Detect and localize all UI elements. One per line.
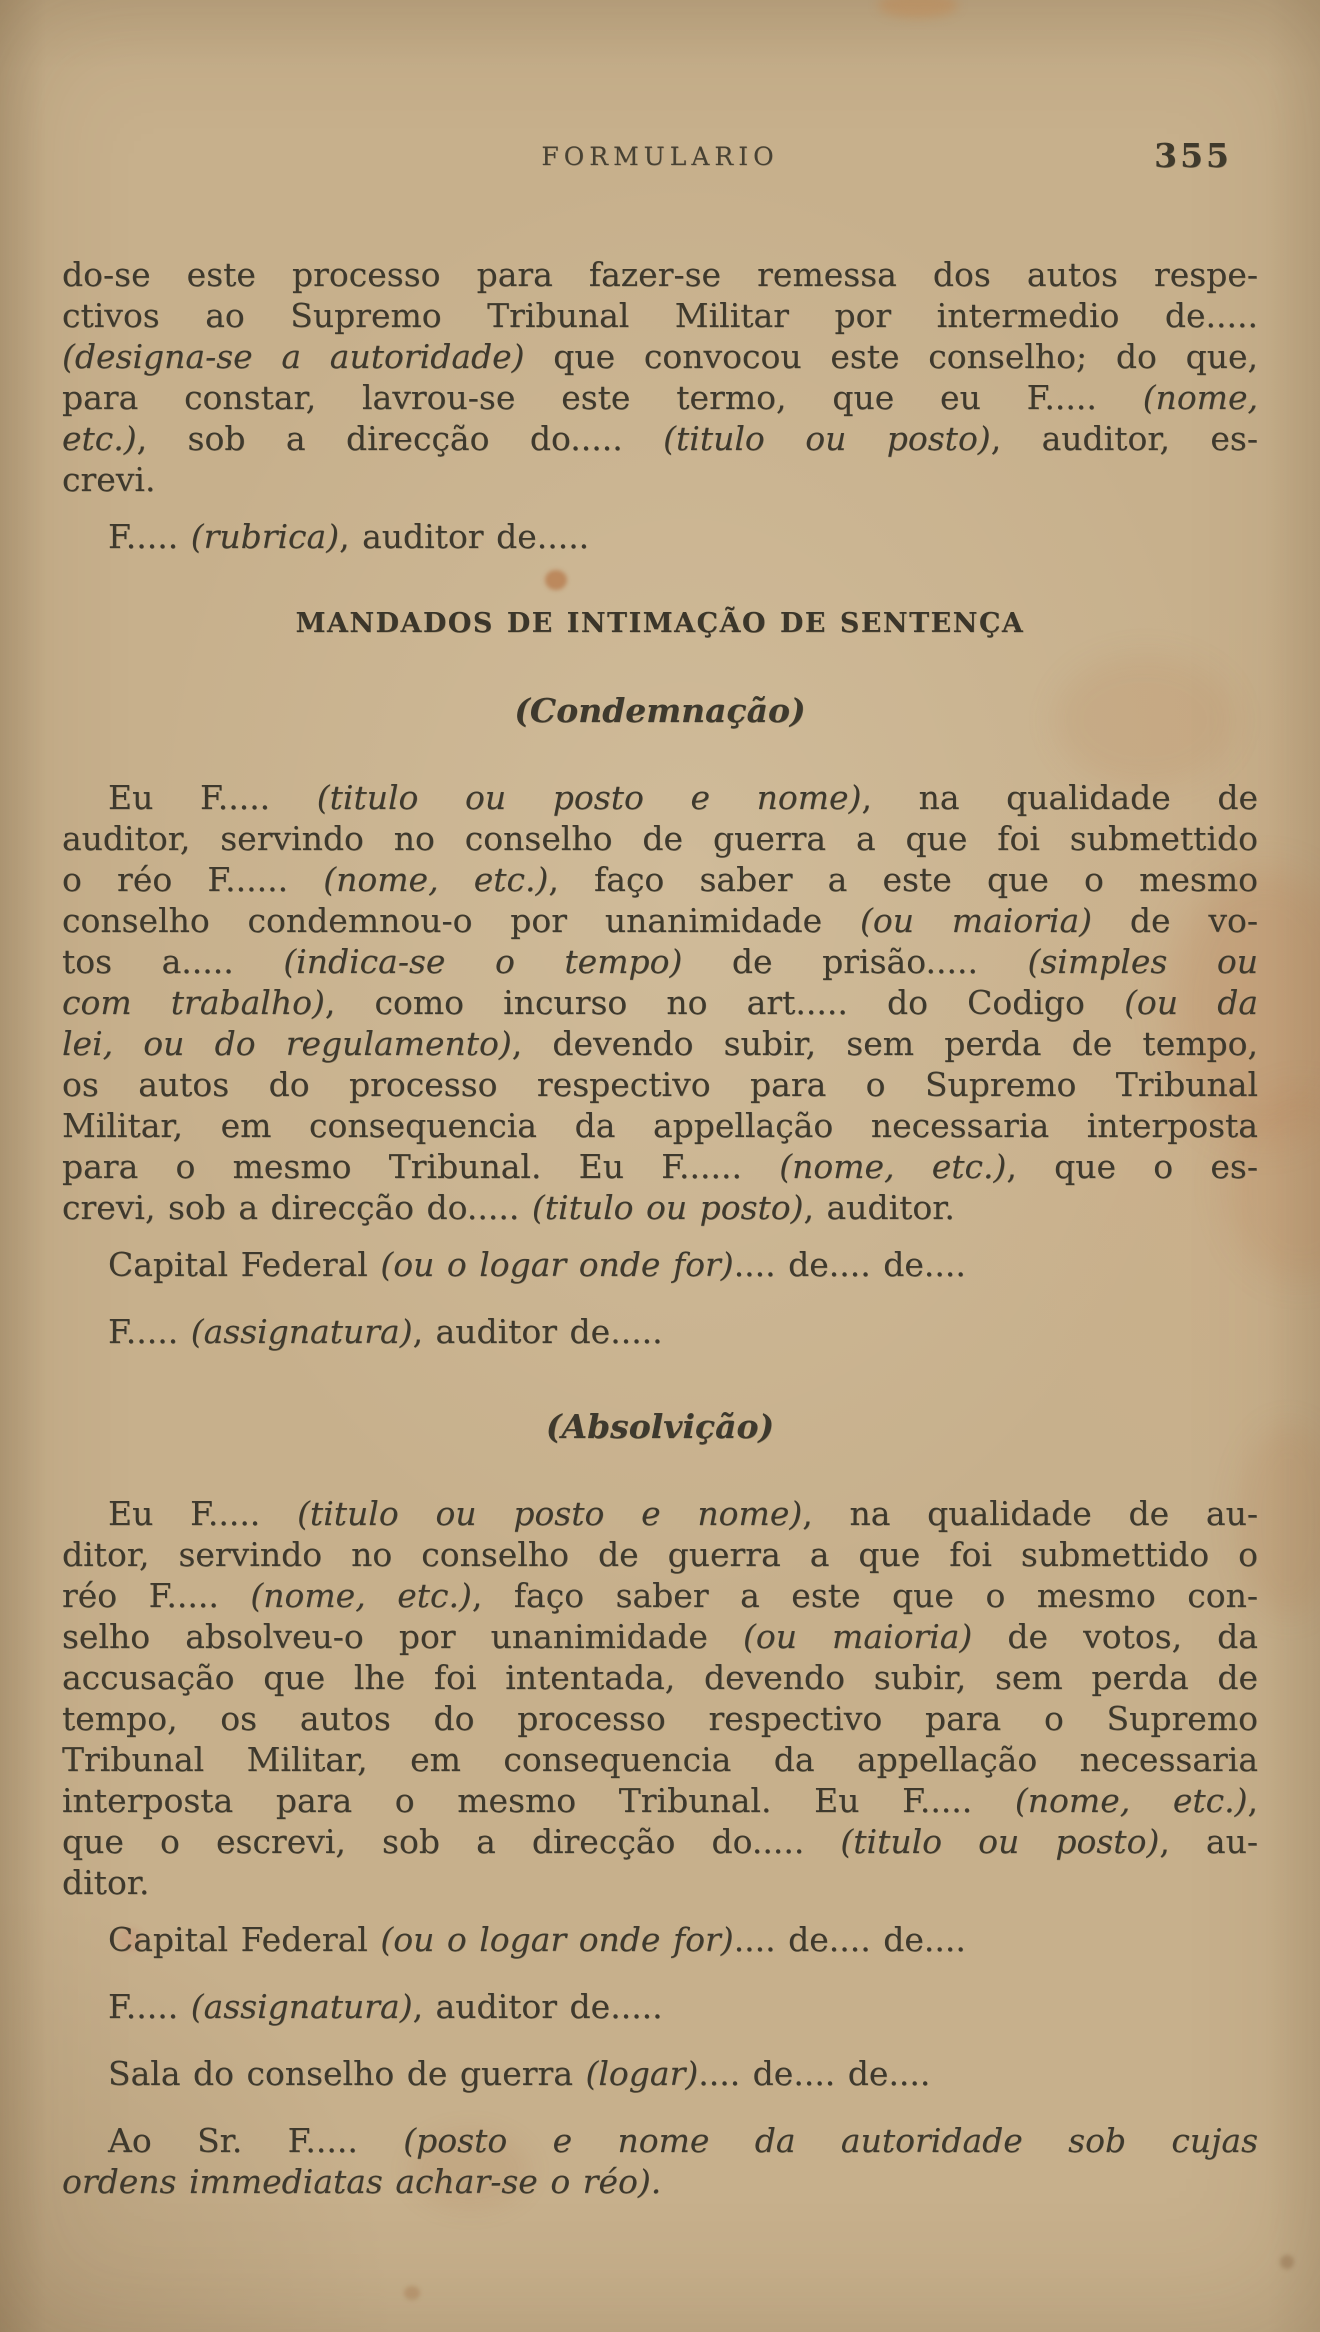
instruction-italic-text: (ou o logar onde for) — [380, 1920, 734, 1959]
paragraph-continuation — [62, 254, 1258, 500]
subsection-condemnacao: (Condemnação) — [514, 691, 806, 730]
text-line — [62, 1986, 1258, 2027]
text-line — [62, 418, 1258, 459]
text-run: crevi. — [62, 460, 156, 499]
instruction-italic-text: ordens immediatas achar-se o réo). — [62, 2162, 662, 2201]
section-heading-mandados: MANDADOS DE INTIMAÇÃO DE SENTENÇA — [295, 608, 1025, 639]
instruction-italic-text: (assignatura) — [190, 1312, 413, 1351]
running-head — [62, 138, 1258, 178]
text-run: , que o es- — [1006, 1147, 1258, 1186]
text-line — [62, 459, 1258, 500]
text-run: Sala do conselho de guerra — [108, 2054, 586, 2093]
text-run: F..... — [108, 1312, 191, 1351]
text-line — [62, 1657, 1258, 1698]
text-run: Militar, em consequencia da appellação necessaria interposta — [62, 1106, 1258, 1145]
text-line — [62, 1821, 1258, 1862]
text-run: ditor, servindo no conselho de guerra a que foi submettido o — [62, 1535, 1258, 1574]
paragraph-condemnacao — [62, 777, 1258, 1228]
text-line — [62, 941, 1258, 982]
text-run: para constar, lavrou-se este termo, que eu F..... — [62, 378, 1143, 417]
text-run: selho absolveu-o por unanimidade — [62, 1617, 743, 1656]
text-line — [62, 2120, 1258, 2161]
text-run: , na qualidade de — [861, 778, 1259, 817]
instruction-italic-text: (titulo ou posto e nome) — [316, 778, 862, 817]
text-line — [62, 1105, 1258, 1146]
text-run: crevi, sob a direcção do..... — [62, 1188, 532, 1227]
instruction-italic-text: (ou o logar onde for) — [380, 1245, 734, 1284]
text-run: tos a..... — [62, 942, 284, 981]
text-line — [62, 1862, 1258, 1903]
text-run: os autos do processo respectivo para o Supremo Tribunal — [62, 1065, 1258, 1104]
text-run: para o mesmo Tribunal. Eu F...... — [62, 1147, 780, 1186]
text-line — [62, 818, 1258, 859]
text-line — [62, 1064, 1258, 1105]
instruction-italic-text: (ou maioria) — [743, 1617, 973, 1656]
text-run: de vo- — [1092, 901, 1258, 940]
text-run: o réo F...... — [62, 860, 324, 899]
text-run: , auditor de..... — [412, 1987, 663, 2026]
instruction-italic-text: com trabalho) — [62, 983, 325, 1022]
text-line — [62, 1244, 1258, 1285]
paper-stain — [404, 2286, 420, 2300]
instruction-italic-text: (logar) — [585, 2054, 699, 2093]
text-run: .... de.... de.... — [698, 2054, 931, 2093]
instruction-italic-text: (designa-se a autoridade) — [62, 337, 525, 376]
signature-line-assignatura — [62, 1311, 1258, 1352]
text-run: Eu F..... — [108, 778, 317, 817]
text-run: que o escrevi, sob a direcção do..... — [62, 1822, 841, 1861]
text-run: .... de.... de.... — [733, 1920, 966, 1959]
text-run: Capital Federal — [108, 1245, 381, 1284]
text-run: auditor, servindo no conselho de guerra a que foi submettido — [62, 819, 1258, 858]
instruction-italic-text: (nome, etc.) — [323, 860, 549, 899]
paragraph-ao-sr — [62, 2120, 1258, 2202]
text-run: ditor. — [62, 1863, 150, 1902]
text-run: conselho condemnou-o por unanimidade — [62, 901, 860, 940]
page-body — [62, 254, 1258, 2202]
instruction-italic-text: (simples ou — [1027, 942, 1258, 981]
instruction-italic-text: (assignatura) — [190, 1987, 413, 2026]
text-line — [62, 1493, 1258, 1534]
instruction-italic-text: (posto e nome da autoridade sob cujas — [403, 2121, 1259, 2160]
subsection-absolvicao: (Absolvição) — [545, 1407, 775, 1446]
page-number: 355 — [1154, 136, 1232, 175]
instruction-italic-text: (nome, — [1142, 378, 1258, 417]
text-run: , faço saber a este que o mesmo — [548, 860, 1258, 899]
text-run: F..... — [108, 517, 191, 556]
instruction-italic-text: (ou da — [1124, 983, 1259, 1022]
text-line — [62, 516, 1258, 557]
text-line — [62, 377, 1258, 418]
text-run: réo F..... — [62, 1576, 251, 1615]
text-run: de votos, da — [972, 1617, 1258, 1656]
text-run: .... de.... de.... — [733, 1245, 966, 1284]
instruction-italic-text: lei, ou do regulamento) — [62, 1024, 512, 1063]
running-title: FORMULARIO — [541, 142, 779, 171]
text-run: ctivos ao Supremo Tribunal Militar por intermedio de..... — [62, 296, 1258, 335]
text-line — [62, 777, 1258, 818]
line-sala-do-conselho — [62, 2053, 1258, 2094]
instruction-italic-text: (nome, etc.) — [779, 1147, 1007, 1186]
instruction-italic-text: (titulo ou posto) — [663, 419, 991, 458]
instruction-italic-text: (rubrica) — [190, 517, 340, 556]
text-line — [62, 1698, 1258, 1739]
signature-line-assignatura-2 — [62, 1986, 1258, 2027]
text-line — [62, 295, 1258, 336]
text-line — [62, 1919, 1258, 1960]
paper-stain — [878, 0, 958, 18]
text-line — [62, 1187, 1258, 1228]
dateline-capital-federal-2 — [62, 1919, 1258, 1960]
text-line — [62, 1780, 1258, 1821]
text-run: , na qualidade de au- — [802, 1494, 1259, 1533]
text-line — [62, 1146, 1258, 1187]
text-line — [62, 1311, 1258, 1352]
text-run: tempo, os autos do processo respectivo para o Supremo — [62, 1699, 1258, 1738]
text-run: , como incurso no art..... do Codigo — [324, 983, 1125, 1022]
text-run: , auditor. — [803, 1188, 955, 1227]
text-line — [62, 336, 1258, 377]
text-run: , auditor, es- — [990, 419, 1258, 458]
text-run: Capital Federal — [108, 1920, 381, 1959]
dateline-capital-federal — [62, 1244, 1258, 1285]
text-run: , auditor de..... — [339, 517, 590, 556]
text-line — [62, 982, 1258, 1023]
paper-stain — [1280, 2255, 1294, 2269]
instruction-italic-text: (nome, etc.) — [250, 1576, 472, 1615]
instruction-italic-text: (indica-se o tempo) — [283, 942, 683, 981]
text-line — [62, 1534, 1258, 1575]
instruction-italic-text: (nome, etc.) — [1014, 1781, 1248, 1820]
text-run: , sob a direcção do..... — [136, 419, 664, 458]
instruction-italic-text: (ou maioria) — [859, 901, 1093, 940]
text-line — [62, 2053, 1258, 2094]
instruction-italic-text: (titulo ou posto e nome) — [297, 1494, 803, 1533]
text-line — [62, 2161, 1258, 2202]
text-run: de prisão..... — [682, 942, 1028, 981]
instruction-italic-text: (titulo ou posto) — [840, 1822, 1160, 1861]
text-line — [62, 1739, 1258, 1780]
text-run: que convocou este conselho; do que, — [524, 337, 1258, 376]
text-run: , faço saber a este que o mesmo con- — [471, 1576, 1259, 1615]
text-run: do-se este processo para fazer-se remessa dos autos respe- — [62, 255, 1258, 294]
signature-line-rubrica — [62, 516, 1258, 557]
text-run: , — [1247, 1781, 1258, 1820]
instruction-italic-text: etc.) — [62, 419, 137, 458]
text-run: , au- — [1159, 1822, 1259, 1861]
text-line — [62, 859, 1258, 900]
text-run: accusação que lhe foi intentada, devendo subir, sem perda de — [62, 1658, 1258, 1697]
text-run: interposta para o mesmo Tribunal. Eu F..... — [62, 1781, 1015, 1820]
text-run: Ao Sr. F..... — [108, 2121, 404, 2160]
text-line — [62, 1575, 1258, 1616]
text-line — [62, 254, 1258, 295]
paragraph-absolvicao — [62, 1493, 1258, 1903]
text-run: F..... — [108, 1987, 191, 2026]
text-run: Eu F..... — [108, 1494, 298, 1533]
text-run: , auditor de..... — [412, 1312, 663, 1351]
text-line — [62, 1616, 1258, 1657]
text-run: Tribunal Militar, em consequencia da appellação necessaria — [62, 1740, 1258, 1779]
instruction-italic-text: (titulo ou posto) — [531, 1188, 804, 1227]
text-run: , devendo subir, sem perda de tempo, — [511, 1024, 1258, 1063]
text-line — [62, 900, 1258, 941]
text-line — [62, 1023, 1258, 1064]
